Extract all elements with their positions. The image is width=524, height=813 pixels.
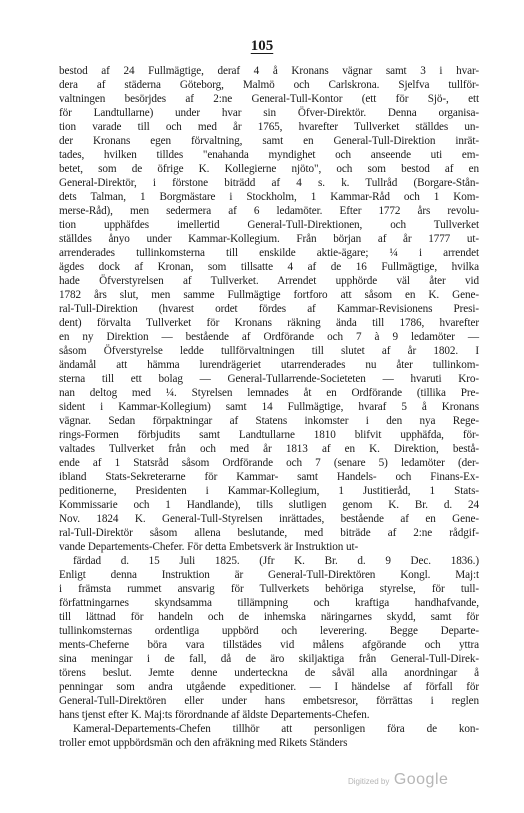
text-line: dent) förvalta Tullverket för Kronans räkning ända till 1786, hvarefter — [59, 317, 479, 329]
text-line: ändamål att hämma lurendrägeriet utarrenderades nu åter tullinkom- — [59, 359, 479, 371]
text-line: dets Talman, 1 Borgmästare i Stockholm, 1 Kammar-Råd och 1 Kom- — [59, 191, 479, 203]
text-line: der Kronans egen förvaltning, samt en General-Tull-Direktion inrät- — [59, 135, 479, 147]
text-line: för Landtullarne) under hvar sin Öfver-Direktör. Denna organisa- — [59, 107, 479, 119]
text-line: 1782 års slut, men samme Fullmägtige fortforo att såsom en K. Gene- — [59, 289, 479, 301]
text-line: merse-Råd), men sedermera af 6 ledamöter. Efter 1772 års revolu- — [59, 205, 479, 217]
text-line: hade Öfverstyrelsen af Tullverket. Arrendet upphörde väl åter vid — [59, 275, 479, 287]
text-line: arrenderades tullinkomsterna till enskilde aktie-ägare; ¼ i arrendet — [59, 247, 479, 259]
text-line: sina meningar i de fall, då de äro skiljaktiga från General-Tull-Direk- — [59, 653, 479, 665]
text-line: vägnar. Sedan förpaktningar af Statens inkomster i den nya Rege- — [59, 415, 479, 427]
google-logo: Google — [393, 771, 449, 788]
text-line: i främsta rummet ansvarig för Tullverkets behöriga styrelse, för tull- — [59, 583, 479, 595]
text-line: tullinkomsternas ordentliga uppbörd och leverering. Begge Departe- — [59, 625, 479, 637]
text-line: ställdes ånyo under Kammar-Kollegium. Från början af år 1777 ut- — [59, 233, 479, 245]
text-line: General-Tull-Direktören eller under hans embetsresor, förrättas i reglen — [59, 695, 479, 707]
text-line: hans tjenst efter K. Maj:ts förordnande af äldste Departements-Chefen. — [59, 709, 370, 721]
text-line: sterna till ett bolag — General-Tullarrende-Societeten — hvaruti Kro- — [59, 373, 479, 385]
text-line: General-Direktör, i förstone biträdd af 4 s. k. Tullråd (Borgare-Stån- — [59, 177, 479, 189]
text-line: betet, som de öfrige K. Kollegierne njöto", och som bestod af en — [59, 163, 479, 175]
text-line: dera af städerna Göteborg, Malmö och Carlskrona. Sjelfva tullför- — [59, 79, 479, 91]
text-line: ibland Stats-Sekreterarne för Kammar- samt Handels- och Finans-Ex- — [59, 471, 479, 483]
text-line: penningar som andra utgående expeditioner. — I händelse af förfall för — [59, 681, 479, 693]
text-line: Enligt denna Instruktion är General-Tull-Direktören Kongl. Maj:t — [59, 569, 479, 581]
text-line: vande Departements-Chefer. För detta Embetsverk är Instruktion ut- — [59, 541, 359, 553]
text-line: tion upphäfdes imellertid General-Tull-Direktionen, och Tullverket — [59, 219, 479, 231]
text-line: valtningen besörjdes af 2:ne General-Tull-Kontor (ett för Sjö-, ett — [59, 93, 479, 105]
text-line: valtades Tullverket från och med år 1813 af en K. Direktion, bestå- — [59, 443, 479, 455]
text-line: färdad d. 15 Juli 1825. (Jfr K. Br. d. 9 Dec. 1836.) — [73, 555, 479, 567]
text-line: såsom Öfverstyrelse ledde tullförvaltningen till slutet af år 1802. I — [59, 345, 479, 357]
text-line: sident i Kammar-Kollegium) samt 14 Fullmägtige, hvaraf 5 å Kronans — [59, 401, 479, 413]
text-line: ägdes dock af Kronan, som tillsatte 4 af de 16 Fullmägtige, hvilka — [59, 261, 479, 273]
text-line: författningarnes skyndsamma tillämpning och kraftiga handhafvande, — [59, 597, 479, 609]
page-number: 105 — [250, 38, 274, 54]
text-line: ende af 1 Statsråd såsom Ordförande och 7 (senare 5) ledamöter (der- — [59, 457, 479, 469]
text-line: tades, hvilken tilldes "enahanda myndighet och anseende uti em- — [59, 149, 479, 161]
body-text — [59, 64, 479, 750]
text-line: Nov. 1824 K. General-Tull-Styrelsen inrättades, bestående af en Gene- — [59, 513, 479, 525]
text-line: bestod af 24 Fullmägtige, deraf 4 å Kronans vägnar samt 3 i hvar- — [59, 65, 479, 77]
text-line: till lättnad för handeln och de inhemska näringarnes skydd, samt för — [59, 611, 479, 623]
text-line: peditionerne, Presidenten i Kammar-Kollegium, 1 Justitieråd, 1 Stats- — [59, 485, 479, 497]
text-line: tion varade till och med år 1765, hvarefter Tullverket ställdes un- — [59, 121, 479, 133]
text-line: nan deltog med ¼. Styrelsen lemnades åt en Ordförande (tillika Pre- — [59, 387, 479, 399]
text-line: rings-Formen förbjudits samt Landtullarne 1810 blifvit upphäfda, för- — [59, 429, 479, 441]
text-line: ral-Tull-Direktion (hvarest ordet fördes af Kammar-Revisionens Presi- — [59, 303, 479, 315]
text-line: Kameral-Departements-Chefen tillhör att personligen föra de kon- — [73, 723, 479, 735]
text-line: ments-Cheferne böra vara tillstädes vid målens afgörande och yttra — [59, 639, 479, 651]
text-line: törens beslut. Jemte denne undertecknа de såväl alla anordningar å — [59, 667, 479, 679]
text-line: ral-Tull-Direktör såsom allena beslutande, med biträde af 2:ne rådgif- — [59, 527, 479, 539]
text-line: en ny Direktion — bestående af Ordförande och 7 à 9 ledamöter — — [59, 331, 479, 343]
digitization-watermark — [348, 771, 448, 789]
digitized-by-label: Digitized by — [348, 777, 390, 786]
text-line: troller emot uppbördsmän och den afräkning med Rikets Ständers — [59, 737, 348, 749]
text-line: Kommissarie och 1 Handlande), tills slutligen genom K. Br. d. 24 — [59, 499, 479, 511]
